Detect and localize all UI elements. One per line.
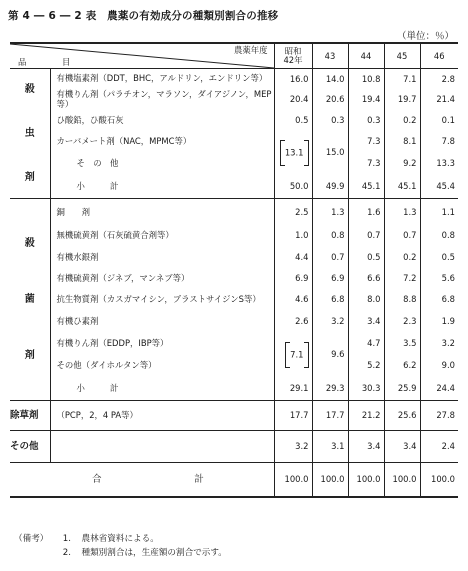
header-year-43: 43 (312, 43, 348, 69)
notes (14, 532, 227, 560)
cell: 2.8 (420, 69, 458, 89)
cell: 1.9 (420, 311, 458, 333)
table-row (10, 355, 458, 377)
cell: 20.6 (312, 89, 348, 111)
row-label: そ の 他 (50, 153, 274, 175)
cell: 5.2 (348, 355, 384, 377)
merged-cell: 7.1 (274, 333, 312, 377)
cell: 3.5 (384, 333, 420, 355)
cell: 2.6 (274, 311, 312, 333)
cell: 6.9 (274, 269, 312, 289)
brace-right (304, 140, 309, 166)
cell: 45.1 (348, 175, 384, 199)
header-year-44: 44 (348, 43, 384, 69)
row-label: 小 計 (50, 175, 274, 199)
cell: 20.4 (274, 89, 312, 111)
cell: 0.5 (348, 247, 384, 269)
cell: 5.6 (420, 269, 458, 289)
cell: 17.7 (312, 401, 348, 431)
cell: 16.0 (274, 69, 312, 89)
table-row (10, 311, 458, 333)
table-row (10, 377, 458, 401)
notes-label: （備考） (14, 534, 49, 544)
cell: 8.1 (384, 131, 420, 153)
header-year-42: 昭和 42年 (274, 43, 312, 69)
row-label: 有機りん剤（パラチオン，マラソン，ダイアジノン，MEP等） (50, 89, 274, 111)
cell: 0.3 (312, 111, 348, 131)
total-label: 合 計 (10, 463, 274, 497)
cell: 2.5 (274, 199, 312, 225)
header-corner-cell (10, 43, 274, 69)
row-label: 有機りん剤（EDDP，IBP等） (50, 333, 274, 355)
cell: 1.1 (420, 199, 458, 225)
row-label: 有機硫黄剤（ジネブ，マンネブ等） (50, 269, 274, 289)
header-year-45: 45 (384, 43, 420, 69)
cell: 0.7 (348, 225, 384, 247)
cell: 100.0 (420, 463, 458, 497)
cell: 19.4 (348, 89, 384, 111)
table-row (10, 431, 458, 463)
category-others: その他 (10, 431, 50, 463)
cell: 30.3 (348, 377, 384, 401)
cell: 10.8 (348, 69, 384, 89)
header-row (10, 43, 458, 69)
cell: 100.0 (312, 463, 348, 497)
cell: 50.0 (274, 175, 312, 199)
brace-right (304, 342, 309, 368)
cell: 7.2 (384, 269, 420, 289)
row-label: その他（ダイホルタン等） (50, 355, 274, 377)
row-label: （PCP，2，4 PA等） (50, 401, 274, 431)
cell: 6.2 (384, 355, 420, 377)
table-row (10, 175, 458, 199)
row-label: 有機ひ素剤 (50, 311, 274, 333)
cell: 3.4 (348, 311, 384, 333)
cell: 24.4 (420, 377, 458, 401)
cell: 3.1 (312, 431, 348, 463)
cell: 1.3 (384, 199, 420, 225)
note-number: 1. (62, 534, 71, 544)
cell: 29.1 (274, 377, 312, 401)
table-row (10, 153, 458, 175)
cell: 100.0 (348, 463, 384, 497)
row-label: 小 計 (50, 377, 274, 401)
header-year-46: 46 (420, 43, 458, 69)
cell: 7.1 (384, 69, 420, 89)
pesticide-table (10, 42, 458, 498)
row-label: 銅 剤 (50, 199, 274, 225)
cell: 6.8 (420, 289, 458, 311)
total-row (10, 463, 458, 497)
cell: 6.9 (312, 269, 348, 289)
row-label: 有機水銀剤 (50, 247, 274, 269)
cell: 3.2 (312, 311, 348, 333)
cell: 0.7 (312, 247, 348, 269)
cell: 100.0 (274, 463, 312, 497)
cell: 1.3 (312, 199, 348, 225)
cell: 1.6 (348, 199, 384, 225)
cell: 25.9 (384, 377, 420, 401)
cell: 2.3 (384, 311, 420, 333)
cell: 7.3 (348, 153, 384, 175)
cell: 8.0 (348, 289, 384, 311)
cell: 4.4 (274, 247, 312, 269)
table-row (10, 131, 458, 153)
cell: 3.2 (420, 333, 458, 355)
merged-cell: 15.0 (312, 131, 348, 175)
cell: 0.2 (384, 247, 420, 269)
cell: 0.8 (312, 225, 348, 247)
table-row (10, 401, 458, 431)
category-herbicide: 除草剤 (10, 401, 50, 431)
header-item-label-2: 目 (62, 56, 71, 67)
cell: 100.0 (384, 463, 420, 497)
note-text: 農林省資料による。 (81, 534, 159, 544)
cell: 21.2 (348, 401, 384, 431)
row-label: 抗生物質剤（カスガマイシン，ブラストサイジンS等） (50, 289, 274, 311)
cell: 27.8 (420, 401, 458, 431)
cell: 45.1 (384, 175, 420, 199)
cell: 0.2 (384, 111, 420, 131)
cell: 7.3 (348, 131, 384, 153)
cell: 0.1 (420, 111, 458, 131)
cell: 4.7 (348, 333, 384, 355)
table-row (10, 269, 458, 289)
cell: 7.8 (420, 131, 458, 153)
row-label: 無機硫黄剤（石灰硫黄合剤等） (50, 225, 274, 247)
cell: 9.2 (384, 153, 420, 175)
table-row (10, 69, 458, 89)
cell: 9.0 (420, 355, 458, 377)
cell: 1.0 (274, 225, 312, 247)
cell: 21.4 (420, 89, 458, 111)
row-label (50, 431, 274, 463)
category-insecticide: 殺 虫 剤 (10, 69, 50, 199)
cell: 3.4 (348, 431, 384, 463)
unit-label: （単位：％） (396, 31, 454, 42)
cell: 0.3 (348, 111, 384, 131)
cell: 0.8 (420, 225, 458, 247)
cell: 13.3 (420, 153, 458, 175)
row-label: カーバメート剤（NAC，MPMC等） (50, 131, 274, 153)
table-row (10, 333, 458, 355)
merged-cell: 9.6 (312, 333, 348, 377)
merged-cell: 13.1 (274, 131, 312, 175)
cell: 8.8 (384, 289, 420, 311)
cell: 0.5 (420, 247, 458, 269)
table-row (10, 199, 458, 225)
cell: 45.4 (420, 175, 458, 199)
cell: 25.6 (384, 401, 420, 431)
header-item-label: 品 (18, 56, 27, 67)
row-label: ひ酸鉛，ひ酸石灰 (50, 111, 274, 131)
table-title: 第 4 ― 6 ― 2 表 農薬の有効成分の種類別割合の推移 (8, 10, 279, 22)
cell: 17.7 (274, 401, 312, 431)
note-number: 2. (62, 548, 71, 558)
table-row (10, 225, 458, 247)
cell: 6.8 (312, 289, 348, 311)
table-row (10, 289, 458, 311)
cell: 19.7 (384, 89, 420, 111)
cell: 2.4 (420, 431, 458, 463)
cell: 3.2 (274, 431, 312, 463)
cell: 0.5 (274, 111, 312, 131)
cell: 6.6 (348, 269, 384, 289)
cell: 49.9 (312, 175, 348, 199)
cell: 4.6 (274, 289, 312, 311)
cell: 29.3 (312, 377, 348, 401)
cell: 14.0 (312, 69, 348, 89)
cell: 0.7 (384, 225, 420, 247)
note-text: 種類別割合は，生産額の割合で示す。 (81, 548, 227, 558)
category-fungicide: 殺 菌 剤 (10, 199, 50, 401)
cell: 3.4 (384, 431, 420, 463)
row-label: 有機塩素剤（DDT，BHC，アルドリン，エンドリン等） (50, 69, 274, 89)
table-row (10, 247, 458, 269)
header-year-label: 農薬年度 (234, 45, 268, 55)
table-row (10, 111, 458, 131)
table-row (10, 89, 458, 111)
